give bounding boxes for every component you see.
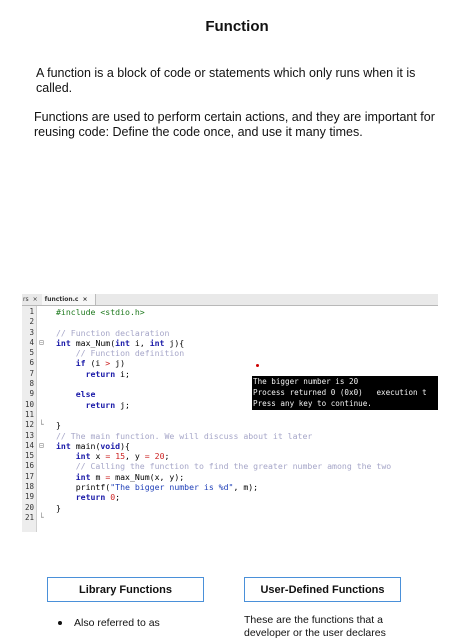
code-line <box>22 328 438 338</box>
code-line <box>22 431 438 441</box>
code-line <box>22 410 438 420</box>
tab-function-c[interactable] <box>42 294 96 305</box>
line-number: 16 <box>24 461 34 471</box>
library-functions-box: Library Functions <box>47 577 204 602</box>
line-number: 9 <box>29 389 34 399</box>
line-number: 19 <box>24 492 34 502</box>
line-number: 15 <box>24 451 34 461</box>
page-title: Function <box>205 18 269 35</box>
console-output <box>252 376 438 410</box>
code-line <box>22 492 438 502</box>
editor-tab-bar <box>22 294 438 306</box>
code-text: } <box>56 420 61 431</box>
line-number: 8 <box>29 379 34 389</box>
line-number: 12 <box>24 420 34 430</box>
tab-previous[interactable]: rs <box>23 296 29 303</box>
line-number: 18 <box>24 482 34 492</box>
code-text: int x = 15, y = 20; <box>75 451 170 462</box>
console-line: The bigger number is 20 <box>253 377 359 386</box>
line-number: 6 <box>29 358 34 368</box>
code-line <box>22 513 438 523</box>
bullet-icon <box>58 621 62 625</box>
line-number: 21 <box>24 512 34 522</box>
bullet-text: Also referred to as <box>74 617 160 629</box>
console-line: Press any key to continue. <box>253 399 372 408</box>
user-defined-functions-box: User-Defined Functions <box>244 577 401 602</box>
code-line <box>22 461 438 471</box>
code-text: } <box>56 502 61 513</box>
close-icon[interactable]: × <box>32 296 38 303</box>
code-text: #include <stdio.h> <box>56 307 145 317</box>
line-number: 5 <box>29 348 34 358</box>
line-number: 7 <box>29 368 34 378</box>
code-line <box>22 451 438 461</box>
code-text: // Function definition <box>75 348 185 359</box>
code-line <box>22 348 438 358</box>
line-number: 11 <box>24 409 34 419</box>
code-editor-screenshot <box>22 294 438 532</box>
library-bullet-item <box>58 617 160 629</box>
code-text: int max_Num(int i, int j){ <box>56 337 185 348</box>
line-number: 2 <box>29 317 34 327</box>
code-line <box>22 472 438 482</box>
line-number: 14 <box>24 440 34 450</box>
fold-marker-icon[interactable]: ⊟ <box>39 337 44 347</box>
code-area <box>22 307 438 523</box>
line-number: 13 <box>24 430 34 440</box>
code-text: return i; <box>85 368 130 379</box>
line-number: 20 <box>24 502 34 512</box>
code-line <box>22 482 438 492</box>
code-text: // Function declaration <box>56 327 170 338</box>
line-number: 3 <box>29 327 34 337</box>
line-number: 1 <box>29 307 34 316</box>
code-text: if (i > j) <box>75 358 126 369</box>
line-number: 4 <box>29 337 34 347</box>
line-number: 10 <box>24 399 34 409</box>
console-line: Process returned 0 (0x0) execution t <box>253 388 427 397</box>
user-defined-description: These are the functions that a developer or the user declares <box>244 614 386 639</box>
code-text: return j; <box>85 399 130 410</box>
fold-marker-icon[interactable]: └ <box>39 420 44 430</box>
code-line <box>22 358 438 368</box>
code-line <box>22 317 438 327</box>
code-text: else <box>75 389 96 400</box>
code-text: int main(void){ <box>56 440 130 451</box>
code-text: return 0; <box>75 492 121 503</box>
tab-label: function.c <box>44 296 79 303</box>
code-text: printf("The bigger number is %d", m); <box>56 482 259 493</box>
code-line <box>22 307 438 317</box>
close-icon[interactable]: × <box>82 296 88 303</box>
code-text: // The main function. We will discuss about it later <box>56 430 313 441</box>
code-line <box>22 503 438 513</box>
line-number: 17 <box>24 471 34 481</box>
fold-marker-icon[interactable]: └ <box>39 512 44 522</box>
definition-paragraph: A function is a block of code or statements which only runs when it is called. <box>36 66 416 95</box>
code-line <box>22 338 438 348</box>
code-line <box>22 420 438 430</box>
code-text: // Calling the function to find the greater number among the two <box>75 461 392 472</box>
fold-marker-icon[interactable]: ⊟ <box>39 440 44 450</box>
purpose-paragraph: Functions are used to perform certain actions, and they are important for reusing code: Define the code once, and use it many times. <box>34 110 435 139</box>
code-text: int m = max_Num(x, y); <box>75 471 185 482</box>
breakpoint-marker <box>256 364 259 367</box>
code-line <box>22 441 438 451</box>
